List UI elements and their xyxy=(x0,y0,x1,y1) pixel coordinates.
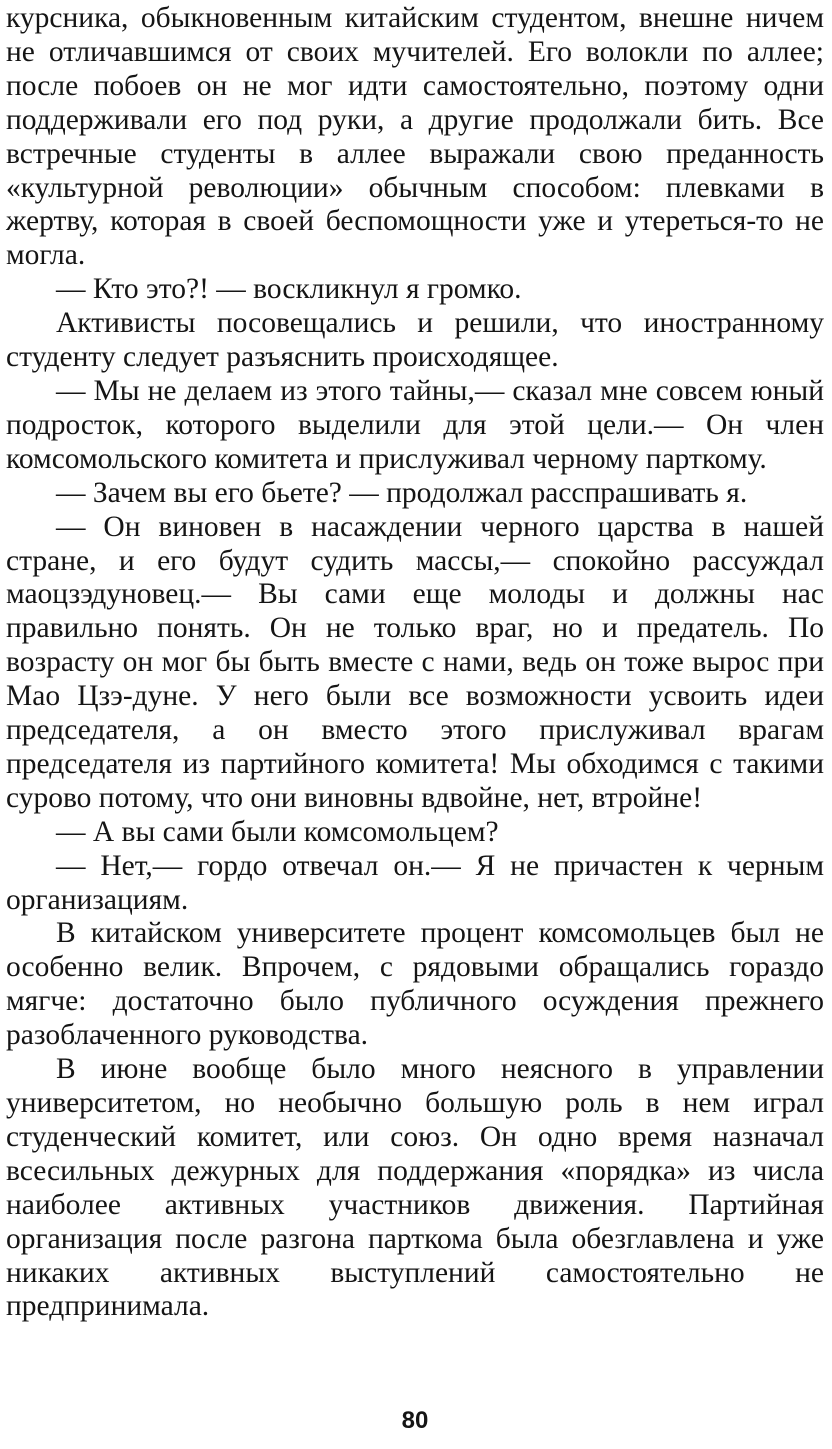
paragraph-9: В китайском университете процент комсомольцев был не особенно велик. Впрочем, с рядовыми обращались гораздо мягче: достаточно было публичного осуждения прежнего разоблаченного руководства. xyxy=(6,917,824,1052)
page-number: 80 xyxy=(401,1407,429,1434)
paragraph-10: В июне вообще было много неясного в управлении университетом, но необычно большую роль в нем играл студенческий комитет, или союз. Он одно время назначал всесильных дежурных для поддержания «порядка» из числа наиболее активных участников движения. Партийная организация после разгона парткома была обезглавлена и уже никаких активных выступлений самостоятельно не предпринимала. xyxy=(6,1053,824,1323)
paragraph-7: — А вы сами были комсомольцем? xyxy=(56,815,499,848)
paragraph-6: — Он виновен в насаждении черного царства в нашей стране, и его будут судить массы,— спокойно рассуждал маоцзэдуновец.— Вы сами еще молоды и должны нас правильно понять. Он не только враг, но и предатель. По возрасту он мог бы быть вместе с нами, ведь он тоже вырос при Мао Цзэ-дуне. У него были все возможности усвоить идеи председателя, а он вместо этого прислуживал врагам председателя из партийного комитета! Мы обходимся с такими сурово потому, что они виновны вдвойне, нет, втройне! xyxy=(6,510,824,814)
paragraph-2: — Кто это?! — воскликнул я громко. xyxy=(56,273,522,306)
paragraph-3: Активисты посовещались и решили, что иностранному студенту следует разъяснить происходящее. xyxy=(6,307,824,374)
book-page xyxy=(6,2,824,1447)
paragraph-1: курсника, обыкновенным китайским студентом, внешне ничем не отличавшимся от своих мучителей. Его волокли по аллее; после побоев он не мог идти самостоятельно, поэтому одни поддерживали его под руки, а другие продолжали бить. Все встречные студенты в аллее выражали свою преданность «культурной революции» обычным способом: плевками в жертву, которая в своей беспомощности уже и утереться-то не могла. xyxy=(6,2,824,272)
paragraph-5: — Зачем вы его бьете? — продолжал расспрашивать я. xyxy=(56,476,748,509)
paragraph-8: — Нет,— гордо отвечал он.— Я не причастен к черным организациям. xyxy=(6,849,824,916)
paragraph-4: — Мы не делаем из этого тайны,— сказал мне совсем юный подросток, которого выделили для этой цели.— Он член комсомольского комитета и прислуживал черному парткому. xyxy=(6,374,824,475)
